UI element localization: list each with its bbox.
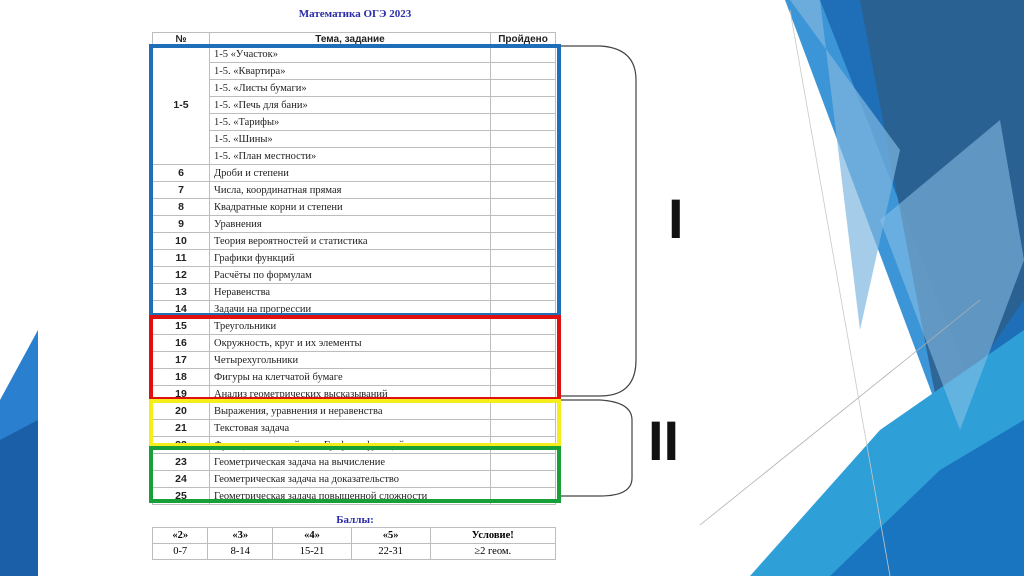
score-condition: Условие! <box>430 528 555 544</box>
header-topic: Тема, задание <box>210 33 491 46</box>
score-grade-4: «4» <box>273 528 352 544</box>
task-topic: Геометрическая задача повышенной сложности <box>210 488 491 505</box>
bracket-part-2 <box>560 400 632 496</box>
header-done: Пройдено <box>491 33 556 46</box>
task-number: 12 <box>153 267 210 284</box>
task-number: 21 <box>153 420 210 437</box>
scores-title: Баллы: <box>336 514 374 526</box>
task-topic: Фигуры на клетчатой бумаге <box>210 369 491 386</box>
task-topic: Текстовая задача <box>210 420 491 437</box>
bracket-part-1 <box>560 46 636 396</box>
task-topic: 1-5. «Печь для бани» <box>210 97 491 114</box>
task-topic: Выражения, уравнения и неравенства <box>210 403 491 420</box>
task-topic: Геометрическая задача на вычисление <box>210 454 491 471</box>
red-group-box <box>149 315 561 401</box>
green-group-box <box>149 446 561 503</box>
task-number: 18 <box>153 369 210 386</box>
task-number: 19 <box>153 386 210 403</box>
task-topic: 1-5. «Шины» <box>210 131 491 148</box>
scores-table <box>152 527 556 560</box>
task-topic: Геометрическая задача на доказательство <box>210 471 491 488</box>
task-number: 14 <box>153 301 210 318</box>
task-number: 1-5 <box>153 46 210 165</box>
task-number: 24 <box>153 471 210 488</box>
scores-header-row <box>153 528 556 544</box>
score-grade-2: «2» <box>153 528 208 544</box>
task-number: 11 <box>153 250 210 267</box>
task-topic: Теория вероятностей и статистика <box>210 233 491 250</box>
task-topic: Окружность, круг и их элементы <box>210 335 491 352</box>
task-number: 25 <box>153 488 210 505</box>
task-number: 23 <box>153 454 210 471</box>
task-number: 10 <box>153 233 210 250</box>
task-topic: 1-5. «Тарифы» <box>210 114 491 131</box>
page-title: Математика ОГЭ 2023 <box>298 8 412 20</box>
task-number: 17 <box>153 352 210 369</box>
task-topic: Анализ геометрических высказываний <box>210 386 491 403</box>
score-grade-3: «3» <box>208 528 273 544</box>
yellow-group-box <box>149 399 561 447</box>
score-range-3: 8-14 <box>208 544 273 560</box>
task-topic: 1-5. «План местности» <box>210 148 491 165</box>
task-number: 9 <box>153 216 210 233</box>
score-range-5: 22-31 <box>351 544 430 560</box>
task-topic: Квадратные корни и степени <box>210 199 491 216</box>
task-number: 6 <box>153 165 210 182</box>
part-two-label: II <box>648 409 680 472</box>
task-topic: Расчёты по формулам <box>210 267 491 284</box>
task-topic: Треугольники <box>210 318 491 335</box>
header-num: № <box>153 33 210 46</box>
task-topic: Дроби и степени <box>210 165 491 182</box>
task-topic: Числа, координатная прямая <box>210 182 491 199</box>
task-number: 22 <box>153 437 210 454</box>
task-topic: Задачи на прогрессии <box>210 301 491 318</box>
task-number: 8 <box>153 199 210 216</box>
task-topic: Уравнения <box>210 216 491 233</box>
task-topic: Четырехугольники <box>210 352 491 369</box>
task-topic: Функции и их свойства. Графики функций <box>210 437 491 454</box>
score-range-2: 0-7 <box>153 544 208 560</box>
left-decor-shape-dark <box>0 420 38 576</box>
task-topic: 1-5 «Участок» <box>210 46 491 63</box>
score-grade-5: «5» <box>351 528 430 544</box>
scores-value-row <box>153 544 556 560</box>
score-range-4: 15-21 <box>273 544 352 560</box>
blue-group-box <box>149 44 561 317</box>
task-topic: Неравенства <box>210 284 491 301</box>
part-one-label: I <box>668 187 684 250</box>
score-condition-value: ≥2 геом. <box>430 544 555 560</box>
task-number: 7 <box>153 182 210 199</box>
task-number: 16 <box>153 335 210 352</box>
task-number: 15 <box>153 318 210 335</box>
task-number: 20 <box>153 403 210 420</box>
task-topic: 1-5. «Квартира» <box>210 63 491 80</box>
task-number: 13 <box>153 284 210 301</box>
task-topic: Графики функций <box>210 250 491 267</box>
task-topic: 1-5. «Листы бумаги» <box>210 80 491 97</box>
